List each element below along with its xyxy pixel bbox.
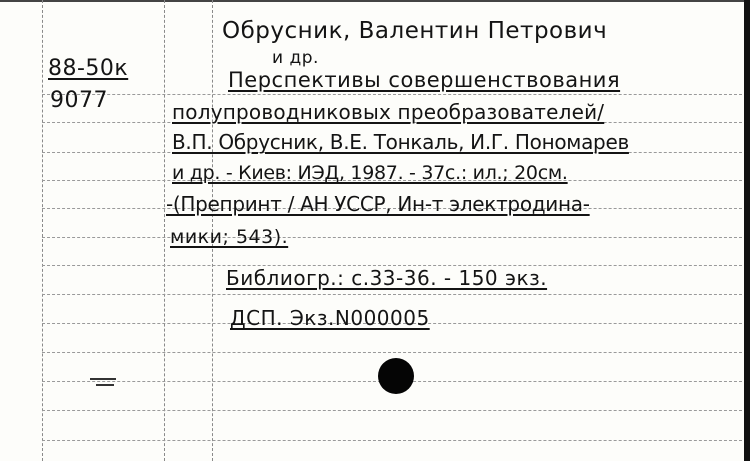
series-line-2: мики; 543). xyxy=(170,226,289,248)
card-punch-hole xyxy=(378,358,414,394)
call-number-top: 88-50к xyxy=(48,56,129,81)
bibliography-line: Библиогр.: с.33-36. - 150 экз. xyxy=(226,266,548,290)
title-line-1: Перспективы совершенствования xyxy=(228,68,621,92)
coauthors-line: и др. xyxy=(272,48,319,68)
card-top-edge xyxy=(0,0,750,2)
author-line: Обрусник, Валентин Петрович xyxy=(222,18,608,44)
responsibility-line: В.П. Обрусник, В.Е. Тонкаль, И.Г. Пономарев xyxy=(172,130,629,154)
pen-stroke xyxy=(96,384,114,386)
ruled-line xyxy=(42,237,742,238)
ruled-line xyxy=(42,94,742,95)
restriction-line: ДСП. Экз.N000005 xyxy=(230,306,430,330)
call-number-bottom: 9077 xyxy=(50,88,108,113)
card-right-edge xyxy=(744,0,750,461)
imprint-line: и др. - Киев: ИЭД, 1987. - 37с.: ил.; 20см. xyxy=(172,162,568,184)
series-line-1: -(Препринт / АН УССР, Ин-т электродина- xyxy=(166,192,590,216)
pen-stroke xyxy=(90,378,116,380)
ruled-line xyxy=(42,410,742,411)
ruled-line xyxy=(42,440,742,441)
ruled-line xyxy=(42,352,742,353)
title-line-2: полупроводниковых преобразователей/ xyxy=(172,100,605,124)
margin-line-call xyxy=(164,0,165,461)
margin-line-left xyxy=(42,0,43,461)
ruled-line xyxy=(42,294,742,295)
